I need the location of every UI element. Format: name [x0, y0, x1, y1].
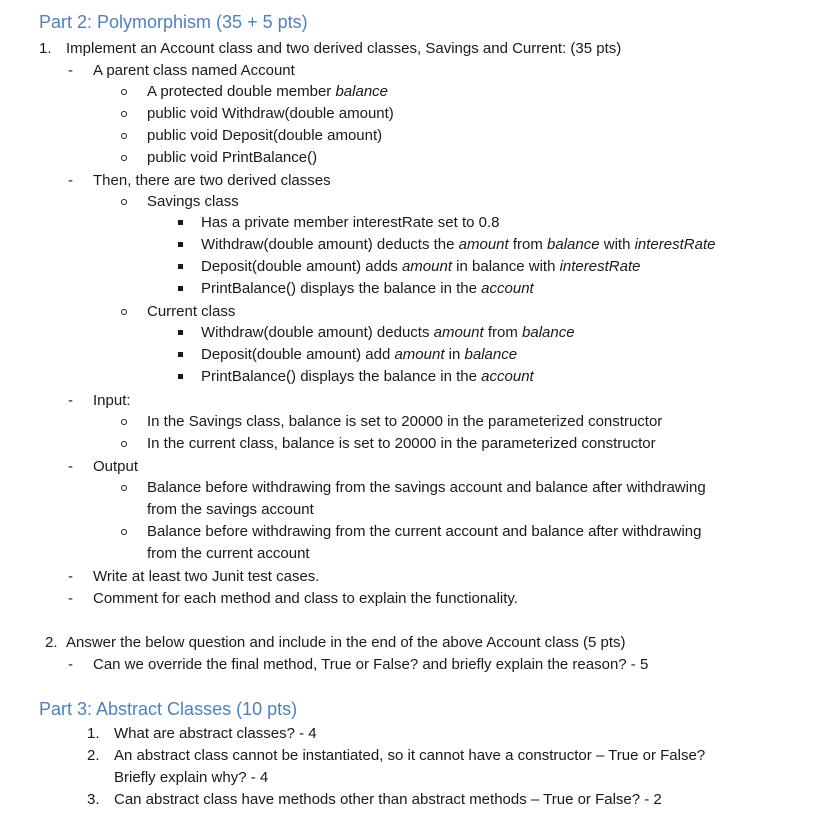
parent-member: public void Deposit(double amount) — [147, 127, 383, 144]
part3-item-number: 3. — [87, 791, 100, 808]
circle-bullet-icon — [121, 419, 127, 425]
input-item: In the Savings class, balance is set to 20000 in the parameterized constructor — [147, 413, 663, 430]
current-item: PrintBalance() displays the balance in the account — [201, 368, 534, 385]
square-bullet-icon — [178, 264, 183, 269]
savings-class-label: Savings class — [147, 193, 239, 210]
part3-heading: Part 3: Abstract Classes (10 pts) — [39, 699, 298, 719]
dash-marker: - — [68, 62, 73, 79]
dash-marker: - — [68, 590, 73, 607]
savings-item: PrintBalance() displays the balance in the account — [201, 280, 534, 297]
current-class-label: Current class — [147, 303, 236, 320]
savings-item: Has a private member interestRate set to 0.8 — [201, 214, 500, 231]
dash-marker: - — [68, 172, 73, 189]
circle-bullet-icon — [121, 529, 127, 535]
circle-bullet-icon — [121, 155, 127, 161]
parent-member: public void PrintBalance() — [147, 149, 318, 166]
circle-bullet-icon — [121, 133, 127, 139]
parent-member: public void Withdraw(double amount) — [147, 105, 394, 122]
comment-requirement: Comment for each method and class to explain the functionality. — [93, 590, 518, 607]
part2-heading: Part 2: Polymorphism (35 + 5 pts) — [39, 12, 308, 32]
output-label: Output — [93, 458, 139, 475]
output-item-cont: from the current account — [147, 545, 310, 562]
derived-label: Then, there are two derived classes — [93, 172, 331, 189]
circle-bullet-icon — [121, 199, 127, 205]
parent-class-label: A parent class named Account — [93, 62, 295, 79]
square-bullet-icon — [178, 220, 183, 225]
current-item: Deposit(double amount) add amount in balance — [201, 346, 518, 363]
q2-subquestion: Can we override the final method, True or False? and briefly explain the reason? - 5 — [93, 656, 649, 673]
circle-bullet-icon — [121, 89, 127, 95]
savings-item: Deposit(double amount) adds amount in balance with interestRate — [201, 258, 641, 275]
square-bullet-icon — [178, 242, 183, 247]
savings-item: Withdraw(double amount) deducts the amount from balance with interestRate — [201, 236, 716, 253]
junit-requirement: Write at least two Junit test cases. — [93, 568, 320, 585]
circle-bullet-icon — [121, 441, 127, 447]
square-bullet-icon — [178, 374, 183, 379]
part3-item-cont: Briefly explain why? - 4 — [114, 769, 269, 786]
q1-text: Implement an Account class and two derived classes, Savings and Current: (35 pts) — [66, 40, 622, 57]
square-bullet-icon — [178, 286, 183, 291]
parent-member: A protected double member balance — [147, 83, 388, 100]
part3-item: Can abstract class have methods other than abstract methods – True or False? - 2 — [114, 791, 662, 808]
q2-number: 2. — [45, 634, 58, 651]
q1-number: 1. — [39, 40, 52, 57]
output-item: Balance before withdrawing from the savings account and balance after withdrawing — [147, 479, 706, 496]
part3-item: What are abstract classes? - 4 — [114, 725, 317, 742]
part3-item: An abstract class cannot be instantiated, so it cannot have a constructor – True or False? — [114, 747, 706, 764]
output-item: Balance before withdrawing from the current account and balance after withdrawing — [147, 523, 702, 540]
dash-marker: - — [68, 458, 73, 475]
q2-text: Answer the below question and include in the end of the above Account class (5 pts) — [66, 634, 626, 651]
circle-bullet-icon — [121, 485, 127, 491]
input-label: Input: — [93, 392, 131, 409]
circle-bullet-icon — [121, 111, 127, 117]
part3-item-number: 1. — [87, 725, 100, 742]
current-item: Withdraw(double amount) deducts amount from balance — [201, 324, 575, 341]
square-bullet-icon — [178, 330, 183, 335]
part3-item-number: 2. — [87, 747, 100, 764]
output-item-cont: from the savings account — [147, 501, 314, 518]
square-bullet-icon — [178, 352, 183, 357]
dash-marker: - — [68, 656, 73, 673]
dash-marker: - — [68, 568, 73, 585]
dash-marker: - — [68, 392, 73, 409]
circle-bullet-icon — [121, 309, 127, 315]
input-item: In the current class, balance is set to 20000 in the parameterized constructor — [147, 435, 656, 452]
